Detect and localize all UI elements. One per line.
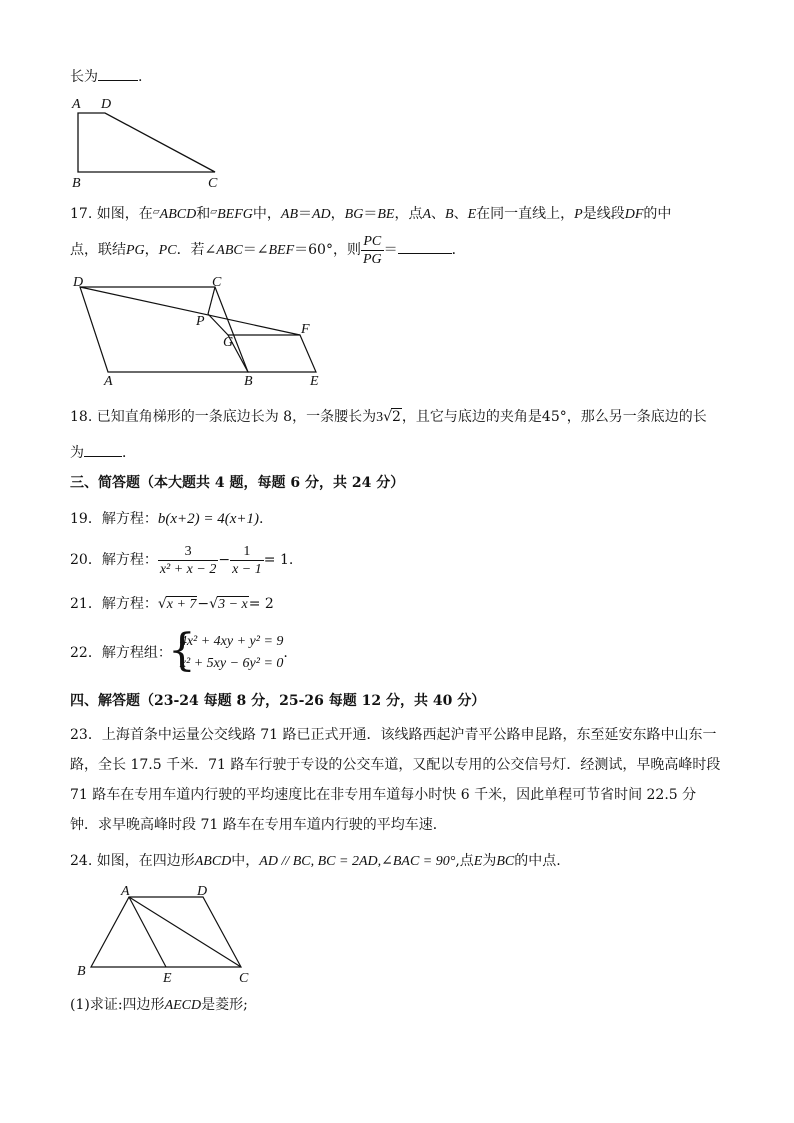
trapezoid-figure-16 bbox=[70, 95, 230, 190]
label-d: D bbox=[73, 275, 84, 290]
label-e: E bbox=[310, 374, 319, 389]
label-d: D bbox=[101, 97, 112, 112]
fraction-pc-pg: $\frac{PC}{PG}$ bbox=[362, 233, 382, 267]
q23-line3: 71 路车在专用车道内行驶的平均速度比在非专用车道每小时快 6 千米，因此单程可节省时间 22.5 分 bbox=[70, 787, 697, 803]
q20: 20．解方程： $\frac{3}{\text{x² + x − 2}}$ − $\frac{1}{x - 1}$ = 1. bbox=[70, 543, 294, 577]
quadrilateral-figure-24 bbox=[75, 885, 265, 990]
q23-line1: 23．上海首条中运量公交线路 71 路已正式开通．该线路西起沪青平公路申昆路，东至延安东路中山东一 bbox=[70, 727, 717, 743]
fraction-2: $\frac{1}{x - 1}$ bbox=[232, 543, 262, 577]
sqrt-sign: √ bbox=[209, 596, 219, 612]
answer-blank[interactable] bbox=[398, 239, 452, 254]
label-e: E bbox=[163, 971, 172, 986]
q24-line1: 24. 如图，在四边形ABCD中，AD // BC, BC = 2AD,∠BAC = 90°,点E为BC的中点. bbox=[70, 853, 561, 869]
parallelogram-figure-17 bbox=[70, 275, 330, 390]
brace: { bbox=[167, 625, 196, 676]
answer-blank[interactable] bbox=[84, 442, 122, 457]
label-b: B bbox=[77, 964, 86, 979]
q16-text: 长为 . bbox=[70, 66, 142, 86]
q23-line2: 路，全长 17.5 千米．71 路车行驶于专设的公交车道，又配以专用的公交信号灯．经测试，早晚高峰时段 bbox=[70, 757, 721, 773]
sqrt-sign: √ bbox=[383, 409, 392, 425]
label-d: D bbox=[197, 884, 208, 899]
q22: 22．解方程组： { 4x² + 4xy + y² = 9 x² + 5xy − 6y² = 0 . bbox=[70, 625, 288, 676]
segment-ac bbox=[129, 897, 241, 967]
label-c: C bbox=[208, 176, 218, 191]
q19: 19．解方程：b(x+2) = 4(x+1). bbox=[70, 511, 264, 527]
q23-line4: 钟．求早晚高峰时段 71 路车在专用车道内行驶的平均车速． bbox=[70, 817, 447, 833]
section-4-heading: 四、解答题（23-24 每题 8 分，25-26 每题 12 分，共 40 分） bbox=[70, 693, 486, 709]
q17-line2: 点，联结PG，PC．若∠ABC＝∠BEF＝60°，则 $\frac{PC}{PG}$ ＝ ． bbox=[70, 233, 466, 267]
answer-blank[interactable] bbox=[98, 66, 138, 81]
label-b: B bbox=[72, 176, 81, 191]
trapezoid-shape bbox=[78, 113, 215, 172]
label-a: A bbox=[104, 374, 113, 389]
label-g: G bbox=[223, 335, 234, 350]
segment-pc bbox=[208, 287, 215, 314]
label-a: A bbox=[121, 884, 130, 899]
q17-line1: 17. 如图，在▱ABCD和▱BEFG中，AB＝AD，BG＝BE，点A、B、E在同一直线上，P是线段DF的中 bbox=[70, 206, 672, 222]
q21: 21．解方程：√x + 7−√3 − x= 2 bbox=[70, 596, 274, 612]
q18-line2: 为 ． bbox=[70, 442, 136, 462]
q24-sub1: (1)求证:四边形AECD是菱形; bbox=[70, 997, 248, 1013]
label-c: C bbox=[212, 275, 222, 290]
q18-line1: 18. 已知直角梯形的一条底边长为 8，一条腰长为3√2，且它与底边的夹角是45°，那么另一条底边的长 bbox=[70, 409, 707, 425]
segment-df bbox=[80, 287, 300, 335]
label-a: A bbox=[72, 97, 81, 112]
label-c: C bbox=[239, 971, 249, 986]
label-b: B bbox=[244, 374, 253, 389]
label-f: F bbox=[301, 322, 310, 337]
label-p: P bbox=[196, 314, 205, 329]
equation-system: { 4x² + 4xy + y² = 9 x² + 5xy − 6y² = 0 bbox=[167, 625, 284, 676]
quadrilateral-abcd bbox=[91, 897, 241, 967]
fraction-1: $\frac{3}{\text{x² + x − 2}}$ bbox=[159, 543, 217, 577]
sqrt-sign: √ bbox=[157, 596, 167, 612]
segment-ae bbox=[129, 897, 166, 967]
section-3-heading: 三、简答题（本大题共 4 题，每题 6 分，共 24 分） bbox=[70, 475, 405, 491]
